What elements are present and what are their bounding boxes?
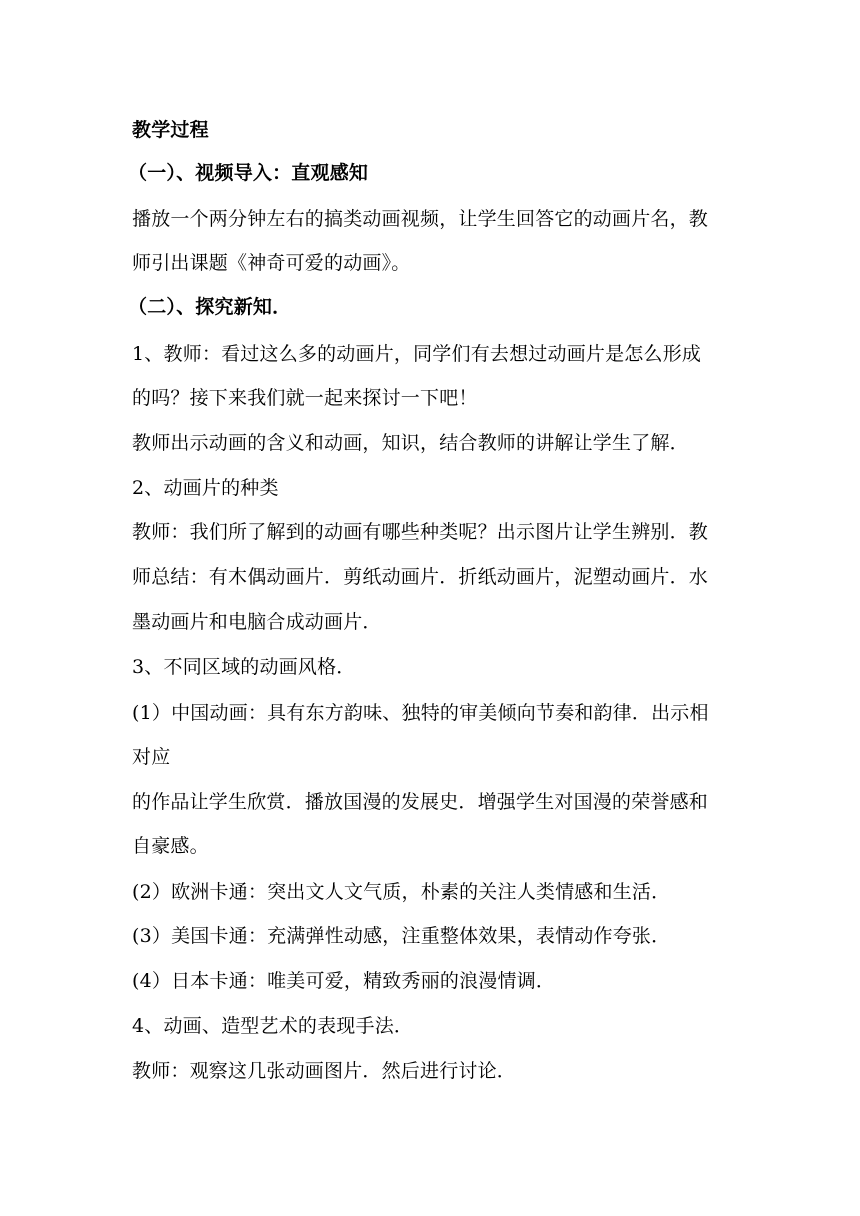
section-2-line-16: 4、动画、造型艺术的表现手法． [132, 1015, 414, 1037]
section-2-line-14: (3）美国卡通：充满弹性动感，注重整体效果，表情动作夸张． [132, 925, 671, 947]
section-2-line-11: 的作品让学生欣赏．播放国漫的发展史．增强学生对国漫的荣誉感和 [132, 791, 709, 813]
section-2-line-5: 教师：我们所了解到的动画有哪些种类呢？出示图片让学生辨别．教 [132, 521, 709, 543]
section-2-line-10: 对应 [132, 746, 171, 768]
section-2-line-7: 墨动画片和电脑合成动画片． [132, 611, 382, 633]
section-1-line-1: 播放一个两分钟左右的搞类动画视频，让学生回答它的动画片名，教 [132, 208, 709, 230]
section-2-line-2: 的吗？接下来我们就一起来探讨一下吧！ [132, 387, 478, 409]
section-2-line-9: (1）中国动画：具有东方韵味、独特的审美倾向节奏和韵律．出示相 [132, 702, 709, 724]
document-title: 教学过程 [132, 119, 209, 141]
section-1-line-2: 师引出课题《神奇可爱的动画》。 [132, 252, 411, 274]
section-2-line-13: (2）欧洲卡通：突出文人文气质，朴素的关注人类情感和生活． [132, 881, 671, 903]
section-2-line-3: 教师出示动画的含义和动画，知识，结合教师的讲解让学生了解． [132, 432, 689, 454]
section-2-line-4: 2、动画片的种类 [132, 477, 279, 499]
section-2-line-12: 自豪感。 [132, 835, 209, 857]
section-2-line-15: (4）日本卡通：唯美可爱，精致秀丽的浪漫情调． [132, 970, 556, 992]
section-2-line-17: 教师：观察这几张动画图片．然后进行讨论． [132, 1060, 517, 1082]
section-heading-1: （一）、视频导入：直观感知 [128, 162, 369, 184]
section-2-line-6: 师总结：有木偶动画片．剪纸动画片．折纸动画片，泥塑动画片．水 [132, 566, 709, 588]
section-heading-2: （二）、探究新知． [128, 296, 292, 318]
section-2-line-1: 1、教师：看过这么多的动画片，同学们有去想过动画片是怎么形成 [132, 343, 702, 365]
section-2-line-8: 3、不同区域的动画风格． [132, 656, 356, 678]
